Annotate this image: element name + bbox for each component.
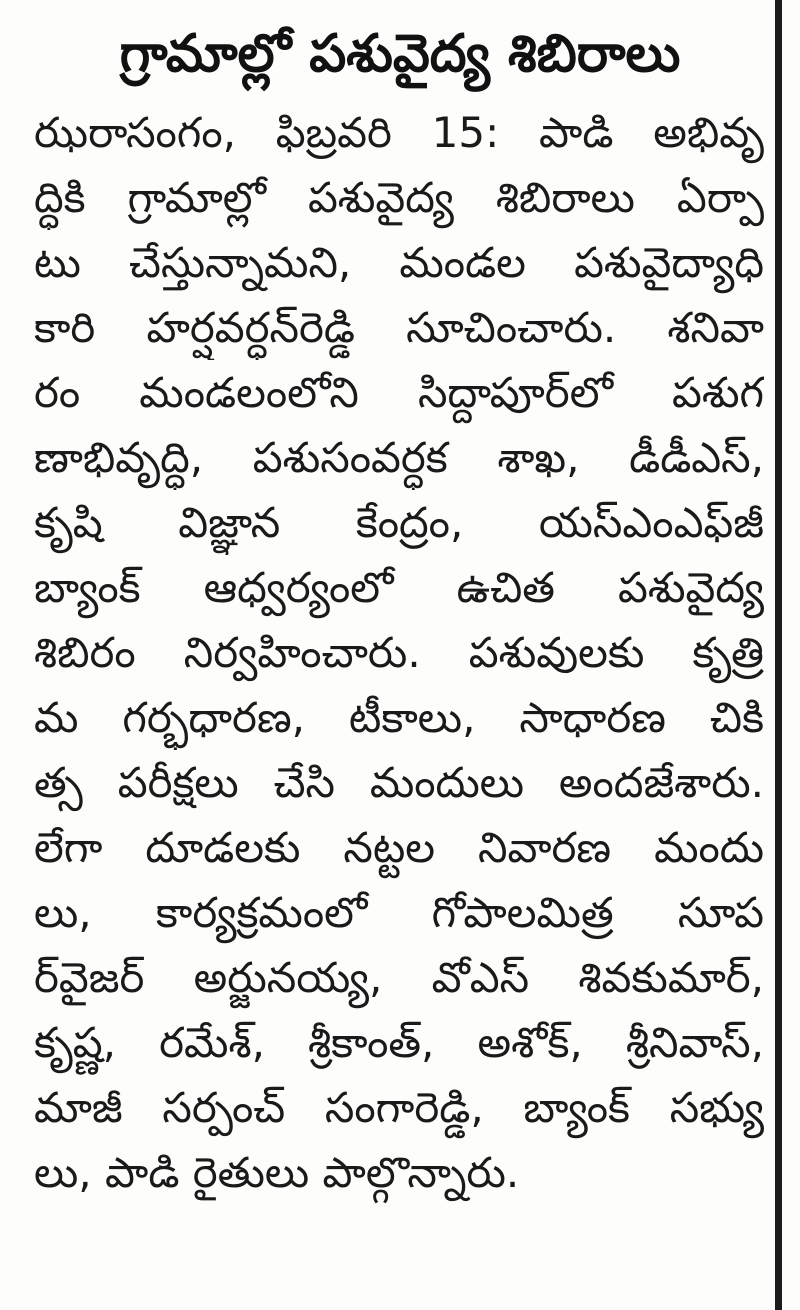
article-line: లేగా దూడలకు నట్టల నివారణ మందు	[34, 823, 764, 872]
article-line: ఝరాసంగం, ఫిబ్రవరి 15: పాడి అభివృ	[34, 108, 764, 157]
article-body	[34, 100, 764, 1205]
article-line: లు, కార్యక్రమంలో గోపాలమిత్ర సూప	[34, 888, 764, 937]
article-line: కృషి విజ్ఞాన కేంద్రం, యస్‌ఎంఎఫ్‌జీ	[34, 498, 764, 547]
article-line: రం మండలంలోని సిద్దాపూర్‌లో పశుగ	[34, 368, 764, 417]
article-line: ణాభివృద్ధి, పశుసంవర్ధక శాఖ, డీడీఎస్,	[34, 433, 764, 482]
article-line: కృష్ణ, రమేశ్, శ్రీకాంత్, అశోక్, శ్రీనివాస్,	[34, 1018, 764, 1067]
article-line: మ గర్భధారణ, టీకాలు, సాధారణ చికి	[34, 693, 764, 742]
article-line-last: లు, పాడి రైతులు పాల్గొన్నారు.	[34, 1148, 520, 1197]
article-line: టు చేస్తున్నామని, మండల పశువైద్యాధి	[34, 238, 764, 287]
article-line: మాజీ సర్పంచ్ సంగారెడ్డి, బ్యాంక్ సభ్యు	[34, 1083, 764, 1132]
article-line: ద్ధికి గ్రామాల్లో పశువైద్య శిబిరాలు ఏర్పా	[34, 173, 764, 222]
article-headline: గ్రామాల్లో పశువైద్య శిబిరాలు	[119, 24, 681, 84]
column-rule	[775, 0, 782, 1310]
article-line: కారి హర్షవర్ధన్‌రెడ్డి సూచించారు. శనివా	[34, 303, 764, 352]
article-line: ర్‌వైజర్ అర్జునయ్య, వోఎస్ శివకుమార్,	[34, 953, 764, 1002]
article-line: శిబిరం నిర్వహించారు. పశువులకు కృత్రి	[34, 628, 764, 677]
article-line: త్స పరీక్షలు చేసి మందులు అందజేశారు.	[34, 758, 764, 807]
article-line: బ్యాంక్ ఆధ్వర్యంలో ఉచిత పశువైద్య	[34, 563, 764, 612]
